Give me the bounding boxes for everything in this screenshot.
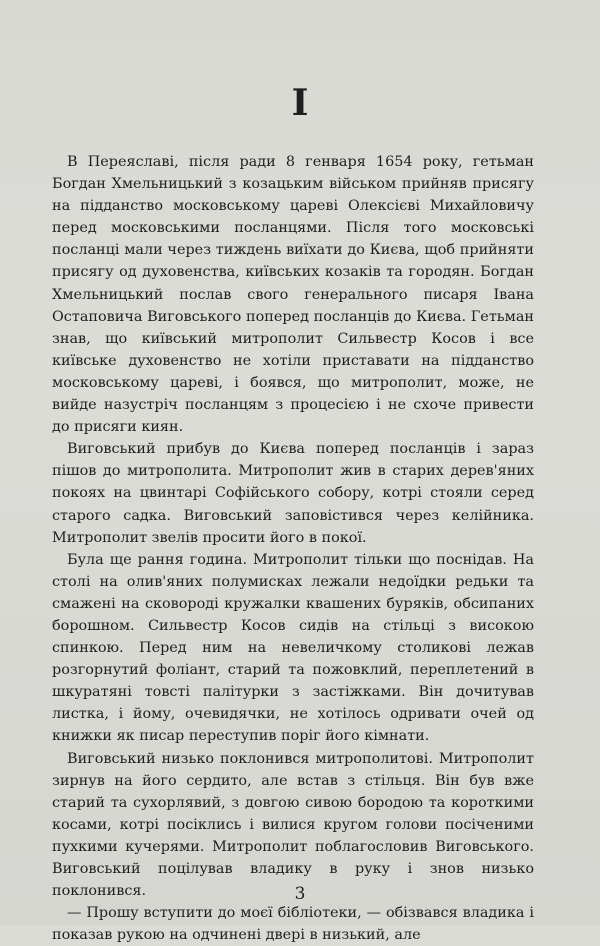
paragraph: Виговський низько поклонився митрополитові. Митрополит зирнув на його сердито, але встав з стільця. Він був вже старий та сухорлявий, з довгою сивою бородою та короткими косами, котрі посіклись і вилися кругом голови посіченими пухкими кучерями. Митрополит поблагословив Виговського. Виговський поцілував владику в руку і знов низько поклонився. (52, 750, 534, 900)
paragraph: — Прошу вступити до моєї бібліотеки, — обізвався владика і показав рукою на одчинені двері в низький, але (52, 905, 534, 944)
page-number: 3 (294, 884, 306, 904)
paragraph: Була ще рання година. Митрополит тільки що поснідав. На столі на олив'яних полумисках лежали недоїдки редьки та смажені на сковороді кружалки квашених буряків, обсипаних борошном. Сильвестр Косов сидів на стільці з високою спинкою. Перед ним на невеличкому столикові лежав розгорнутий фоліант, старий та пожовклий, переплетений в шкуратяні товсті палітурки з застіжками. Він дочитував листка, і йому, очевидячки, не хотілось одривати очей од книжки як писар переступив поріг його кімнати. (52, 551, 534, 745)
paragraph: Виговський прибув до Києва поперед посланців і зараз пішов до митрополита. Митрополит жив в старих дерев'яних покоях на цвинтарі Софійського собору, котрі стояли серед старого садка. Виговський заповістився через келійника. Митрополит звелів просити його в покої. (52, 441, 534, 546)
paragraph: В Переяславі, після ради 8 генваря 1654 року, гетьман Богдан Хмельницький з козацьким військом прийняв присягу на підданство московському цареві Олексієві Михайловичу перед московськими посланцями. Після того московські посланці мали через тиждень виїхати до Києва, щоб прийняти присягу од духовенства, київських козаків та городян. Богдан Хмельницький послав свого генерального писаря Івана Остаповича Виговського поперед посланців до Києва. Гетьман знав, що київський митрополит Сильвестр Косов і все київське духовенство не хотіли приставати на підданство московському цареві, і боявся, що митрополит, може, не вийде назустріч посланцям з процесією і не схоче привести до присяги киян. (52, 154, 534, 436)
body-text (52, 151, 534, 946)
chapter-number: I (291, 82, 309, 124)
